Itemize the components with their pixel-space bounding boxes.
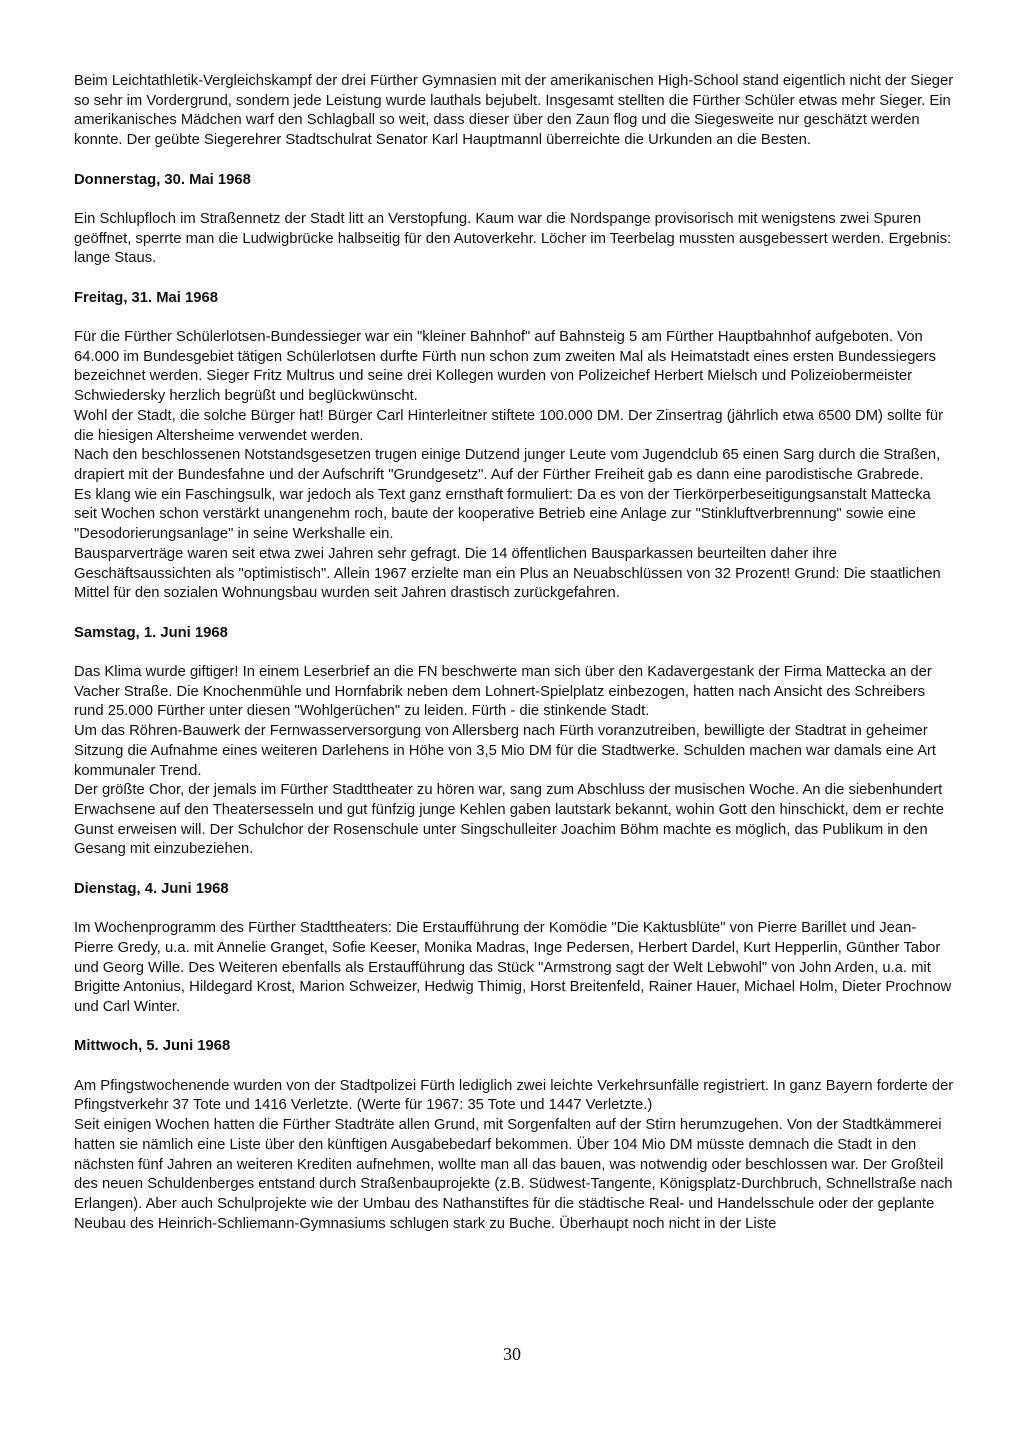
entry-paragraph: Bausparverträge waren seit etwa zwei Jahren sehr gefragt. Die 14 öffentlichen Bausparkassen beurteilten daher ihre Geschäftsaussichten als "optimistisch". Allein 1967 erzielte man ein Plus an Neuabschlüssen von 32 Prozent! Grund: Die staatlichen Mittel für den sozialen Wohnungsbau wurden seit Jahren drastisch zurückgefahren. bbox=[74, 545, 941, 602]
entry-date-heading: Donnerstag, 30. Mai 1968 bbox=[74, 171, 251, 188]
entry-samstag-1-juni bbox=[74, 624, 954, 860]
entry-date-heading: Dienstag, 4. Juni 1968 bbox=[74, 880, 229, 897]
entry-paragraph: Wohl der Stadt, die solche Bürger hat! Bürger Carl Hinterleitner stiftete 100.000 DM. Der Zinsertrag (jährlich etwa 6500 DM) sollte für die hiesigen Altersheime verwendet werden. bbox=[74, 407, 944, 444]
entry-date-heading: Samstag, 1. Juni 1968 bbox=[74, 624, 228, 641]
entry-paragraph: Seit einigen Wochen hatten die Fürther Stadträte allen Grund, mit Sorgenfalten auf der Stirn herumzugehen. Von der Stadtkämmerei hatten sie nämlich eine Liste über den künftigen Ausgabebedarf bekommen. Über 104 Mio DM müsste demnach die Stadt in den nächsten fünf Jahren an weiteren Krediten aufnehmen, wollte man all das bauen, was notwendig oder beschlossen war. Der Großteil des neuen Schuldenberges entstand durch Straßenbauprojekte (z.B. Südwest-Tangente, Königsplatz-Durchbruch, Schnellstraße nach Erlangen). Aber auch Schulprojekte wie der Umbau des Nathanstiftes für die städtische Real- und Handelsschule oder der geplante Neubau des Heinrich-Schliemann-Gymnasiums schlugen stark zu Buche. Überhaupt noch nicht in der Liste bbox=[74, 1117, 953, 1232]
page-number: 30 bbox=[503, 1344, 521, 1364]
entry-date-heading: Mittwoch, 5. Juni 1968 bbox=[74, 1038, 231, 1055]
entry-freitag-31-mai bbox=[74, 289, 954, 604]
entry-paragraph: Nach den beschlossenen Notstandsgesetzen trugen einige Dutzend junger Leute vom Jugendclub 65 einen Sarg durch die Straßen, drapiert mit der Bundesfahne und der Aufschrift "Grundgesetz". Auf der Fürther Freiheit gab es dann eine parodistische Grabrede. bbox=[74, 447, 941, 483]
entry-paragraph: Der größte Chor, der jemals im Fürther Stadttheater zu hören war, sang zum Abschluss der musischen Woche. An die siebenhundert Erwachsene auf den Theatersesseln und gut fünfzig junge Kehlen gaben lautstark bekannt, wohin Gott den hinschickt, dem er rechte Gunst erweisen will. Der Schulchor der Rosenschule unter Singschulleiter Joachim Böhm machte es möglich, das Publikum in den Gesang mit einzubeziehen. bbox=[74, 782, 945, 858]
entry-mittwoch-5-juni bbox=[74, 1037, 954, 1234]
entry-paragraph: Um das Röhren-Bauwerk der Fernwasserversorgung von Allersberg nach Fürth voranzutreiben, bewilligte der Stadtrat in geheimer Sitzung die Aufnahme eines weiteren Darlehens in Höhe von 3,5 Mio DM für die Stadtwerke. Schulden machen war damals eine Art kommunaler Trend. bbox=[74, 723, 936, 779]
entry-dienstag-4-juni bbox=[74, 880, 954, 1018]
entry-donnerstag-30-mai bbox=[74, 171, 954, 270]
intro-paragraph: Beim Leichtathletik-Vergleichskampf der drei Fürther Gymnasien mit der amerikanischen High-School stand eigentlich nicht der Sieger so sehr im Vordergrund, sondern jede Leistung wurde lauthals bejubelt. Insgesamt stellten die Fürther Schüler etwas mehr Sieger. Ein amerikanisches Mädchen warf den Schlagball so weit, dass dieser über den Zaun flog und die Siegesweite nur geschätzt werden konnte. Der geübte Siegerehrer Stadtschulrat Senator Karl Hauptmannl überreichte die Urkunden an die Besten. bbox=[74, 73, 954, 149]
document-page bbox=[74, 72, 954, 1234]
entry-paragraph: Ein Schlupfloch im Straßennetz der Stadt litt an Verstopfung. Kaum war die Nordspange provisorisch mit wenigstens zwei Spuren geöffnet, sperrte man die Ludwigbrücke halbseitig für den Autoverkehr. Löcher im Teerbelag mussten ausgebessert werden. Ergebnis: lange Staus. bbox=[74, 210, 952, 267]
entry-paragraph: Es klang wie ein Faschingsulk, war jedoch als Text ganz ernsthaft formuliert: Da es von der Tierkörperbeseitigungsanstalt Mattecka seit Wochen schon verstärkt unangenehm roch, baute der kooperative Betrieb eine Anlage zur "Stinkluftverbrennung" sowie eine "Desodorierungsanlage" in seine Werkshalle ein. bbox=[74, 486, 931, 543]
entry-paragraph: Am Pfingstwochenende wurden von der Stadtpolizei Fürth lediglich zwei leichte Verkehrsunfälle registriert. In ganz Bayern forderte der Pfingstverkehr 37 Tote und 1416 Verletzte. (Werte für 1967: 35 Tote und 1447 Verletzte.) bbox=[74, 1077, 954, 1114]
entry-paragraph: Für die Fürther Schülerlotsen-Bundessieger war ein "kleiner Bahnhof" auf Bahnsteig 5 am Fürther Hauptbahnhof aufgeboten. Von 64.000 im Bundesgebiet tätigen Schülerlotsen durfte Fürth nun schon zum zweiten Mal als Heimatstadt eines ersten Bundessiegers bezeichnet werden. Sieger Fritz Multrus und seine drei Kollegen wurden von Polizeichef Herbert Mielsch und Polizeiobermeister Schwiedersky herzlich begrüßt und beglückwünscht. bbox=[74, 329, 936, 405]
entry-paragraph: Im Wochenprogramm des Fürther Stadttheaters: Die Erstaufführung der Komödie "Die Kaktusblüte" von Pierre Barillet und Jean-Pierre Gredy, u.a. mit Annelie Granget, Sofie Keeser, Monika Madras, Inge Pedersen, Herbert Dardel, Kurt Hepperlin, Günther Tabor und Georg Wille. Des Weiteren ebenfalls als Erstaufführung das Stück "Armstrong sagt der Welt Lebwohl" von John Arden, u.a. mit Brigitte Antonius, Hildegard Krost, Marion Schweizer, Hedwig Thimig, Horst Breitenfeld, Rainer Hauer, Michael Holm, Dieter Prochnow und Carl Winter. bbox=[74, 920, 952, 1015]
entry-date-heading: Freitag, 31. Mai 1968 bbox=[74, 289, 218, 306]
entry-paragraph: Das Klima wurde giftiger! In einem Leserbrief an die FN beschwerte man sich über den Kadavergestank der Firma Mattecka an der Vacher Straße. Die Knochenmühle und Hornfabrik neben dem Lohnert-Spielplatz einbezogen, hatten nach Ansicht des Schreibers rund 25.000 Fürther unter diesen "Wohlgerüchen" zu leiden. Fürth - die stinkende Stadt. bbox=[74, 664, 932, 720]
